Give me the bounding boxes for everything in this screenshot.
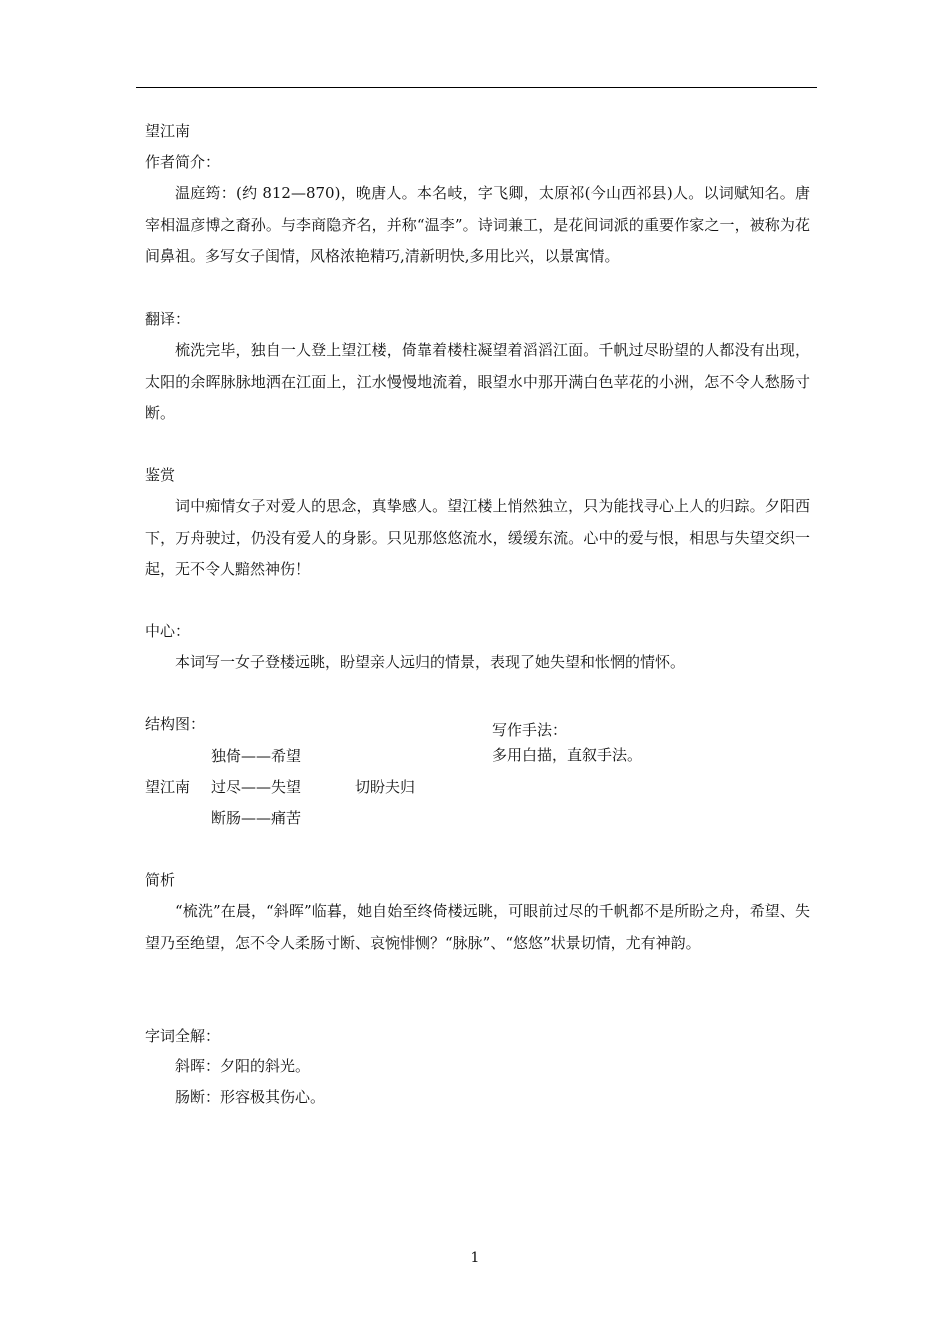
analysis-heading: 简析 bbox=[145, 871, 176, 889]
structure-item: 独倚——希望 bbox=[211, 747, 302, 765]
translation-paragraph: 梳洗完毕，独自一人登上望江楼，倚靠着楼柱凝望着滔滔江面。千帆过尽盼望的人都没有出现，太阳的余晖脉脉地洒在江面上，江水慢慢地流着，眼望水中那开满白色苹花的小洲，怎不令人愁肠寸断。 bbox=[145, 341, 810, 422]
translation-heading: 翻译： bbox=[145, 310, 191, 328]
author-heading: 作者简介： bbox=[145, 153, 221, 171]
structure-item: 过尽——失望 bbox=[211, 778, 302, 796]
center-heading: 中心： bbox=[145, 622, 191, 640]
glossary-item: 肠断：形容极其伤心。 bbox=[175, 1088, 326, 1106]
structure-side-note: 切盼夫归 bbox=[355, 778, 416, 796]
structure-root: 望江南 bbox=[145, 778, 191, 796]
page-number: 1 bbox=[470, 1250, 480, 1266]
page-title: 望江南 bbox=[145, 122, 191, 140]
header-rule bbox=[136, 87, 817, 88]
technique-text: 多用白描，直叙手法。 bbox=[492, 746, 643, 764]
appreciation-paragraph: 词中痴情女子对爱人的思念，真挚感人。望江楼上悄然独立，只为能找寻心上人的归踪。夕阳西下，万舟驶过，仍没有爱人的身影。只见那悠悠流水，缓缓东流。心中的爱与恨，相思与失望交织一起，无不令人黯然神伤！ bbox=[145, 497, 810, 578]
author-paragraph: 温庭筠：(约 812—870)，晚唐人。本名岐，字飞卿，太原祁(今山西祁县)人。以词赋知名。唐宰相温彦博之裔孙。与李商隐齐名，并称“温李”。诗词兼工，是花间词派的重要作家之一，被称为花间鼻祖。多写女子闺情，风格浓艳精巧,清新明快,多用比兴，以景寓情。 bbox=[145, 184, 810, 265]
technique-heading: 写作手法： bbox=[492, 721, 568, 739]
analysis-paragraph: “梳洗”在晨，“斜晖”临暮，她自始至终倚楼远眺，可眼前过尽的千帆都不是所盼之舟，希望、失望乃至绝望，怎不令人柔肠寸断、哀惋悱恻？“脉脉”、“悠悠”状景切情，尤有神韵。 bbox=[145, 902, 810, 952]
glossary-item: 斜晖：夕阳的斜光。 bbox=[175, 1057, 311, 1075]
structure-item: 断肠——痛苦 bbox=[211, 809, 302, 827]
structure-heading: 结构图： bbox=[145, 715, 206, 733]
appreciation-heading: 鉴赏 bbox=[145, 466, 176, 484]
center-paragraph: 本词写一女子登楼远眺，盼望亲人远归的情景，表现了她失望和怅惘的情怀。 bbox=[175, 653, 686, 671]
glossary-heading: 字词全解： bbox=[145, 1027, 221, 1045]
